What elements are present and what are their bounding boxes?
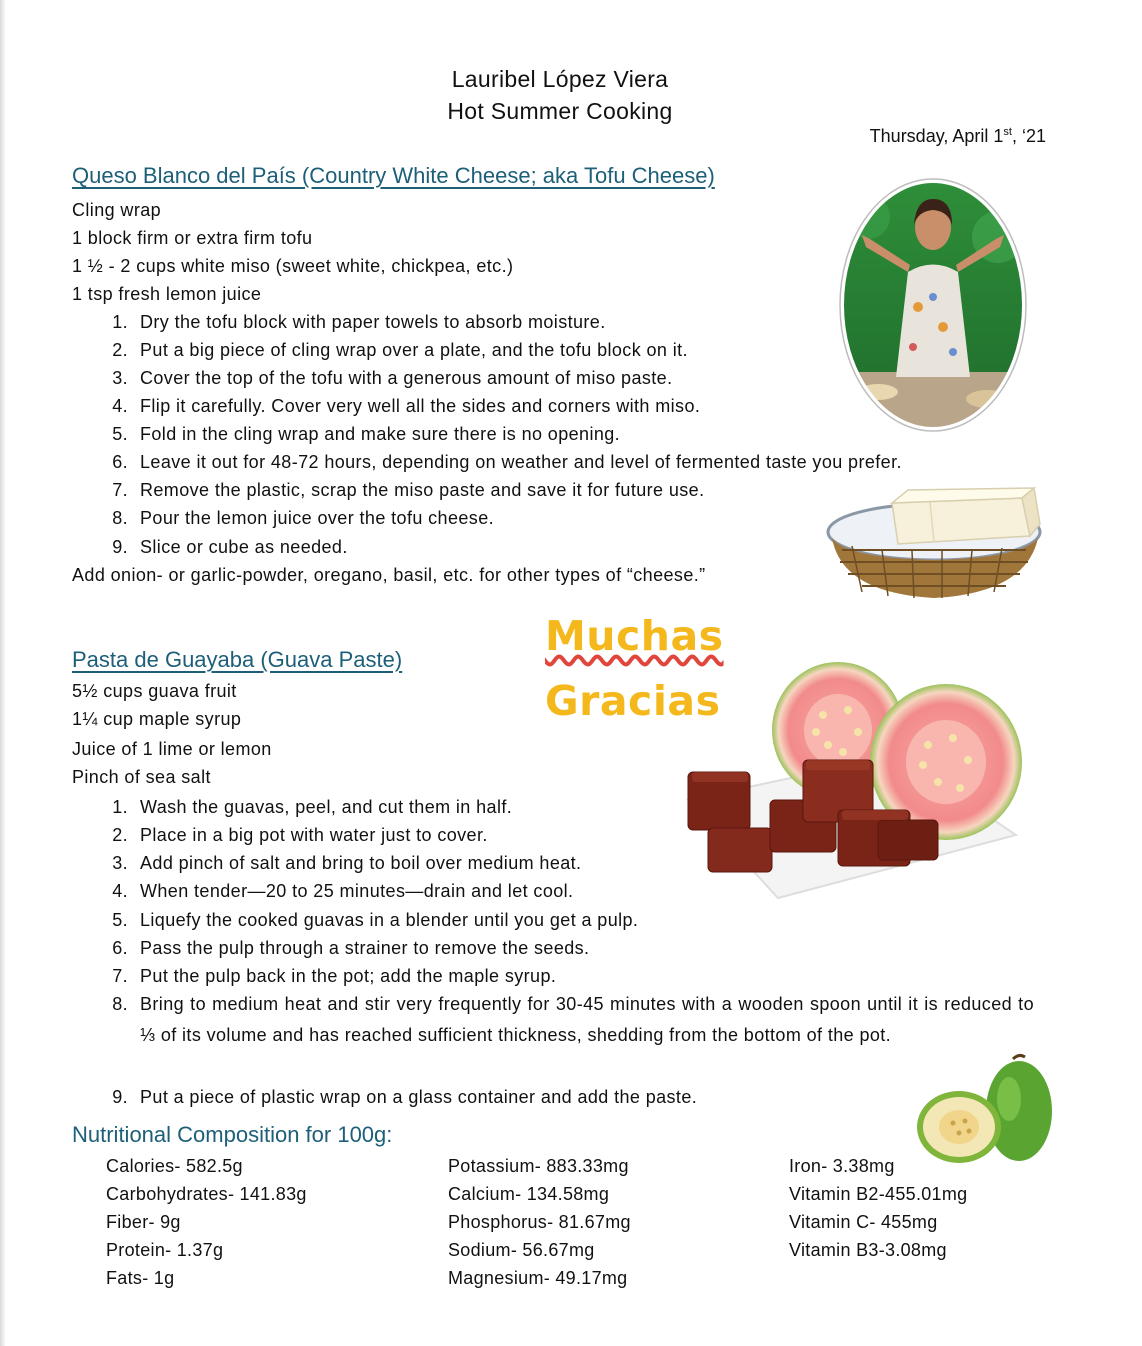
recipe1-step: 8. Pour the lemon juice over the tofu cheese. <box>112 508 495 528</box>
ingredient: 1¼ cup maple syrup <box>72 709 242 729</box>
nutrition-item: Potassium- 883.33mg <box>448 1156 629 1176</box>
nutrition-item: Calcium- 134.58mg <box>448 1184 610 1204</box>
recipe1-step: 1. Dry the tofu block with paper towels to absorb moisture. <box>112 312 606 332</box>
guava-fruit-image <box>915 1053 1055 1165</box>
ingredient: 1 ½ - 2 cups white miso (sweet white, chickpea, etc.) <box>72 256 514 276</box>
guava-paste-image <box>648 660 1028 900</box>
recipe2-step: 9. Put a piece of plastic wrap on a glass container and add the paste. <box>112 1087 698 1107</box>
recipe2-step: 3. Add pinch of salt and bring to boil over medium heat. <box>112 853 582 873</box>
ingredient: 5½ cups guava fruit <box>72 681 237 701</box>
nutrition-item: Fiber- 9g <box>106 1212 181 1232</box>
nutrition-item: Sodium- 56.67mg <box>448 1240 595 1260</box>
recipe2-step: 1. Wash the guavas, peel, and cut them in half. <box>112 797 513 817</box>
thanks-line1: Muchas <box>545 612 724 660</box>
recipe1-title: Queso Blanco del País (Country White Cheese; aka Tofu Cheese) <box>72 163 715 188</box>
nutrition-item: Vitamin B2-455.01mg <box>789 1184 968 1204</box>
author-name: Lauribel López Viera <box>451 66 669 92</box>
course-title: Hot Summer Cooking <box>447 98 673 124</box>
recipe1-step: 9. Slice or cube as needed. <box>112 537 348 557</box>
nutrition-item: Carbohydrates- 141.83g <box>106 1184 307 1204</box>
recipe2-step: 7. Put the pulp back in the pot; add the maple syrup. <box>112 966 557 986</box>
nutrition-title: Nutritional Composition for 100g: <box>72 1122 393 1147</box>
nutrition-item: Calories- 582.5g <box>106 1156 243 1176</box>
ingredient: 1 tsp fresh lemon juice <box>72 284 262 304</box>
recipe1-step: 2. Put a big piece of cling wrap over a plate, and the tofu block on it. <box>112 340 688 360</box>
recipe1-step: 5. Fold in the cling wrap and make sure there is no opening. <box>112 424 621 444</box>
nutrition-item: Fats- 1g <box>106 1268 175 1288</box>
recipe1-step: 6. Leave it out for 48-72 hours, depending on weather and level of fermented taste you prefer. <box>112 452 902 472</box>
recipe2-step: 8. Bring to medium heat and stir very frequently for 30-45 minutes with a wooden spoon until it is reduced to ⅓ of its volume and has reached sufficient thickness, shedding from the bottom of the pot. <box>112 994 1034 1045</box>
recipe1-step: 7. Remove the plastic, scrap the miso paste and save it for future use. <box>112 480 705 500</box>
recipe1-step: 4. Flip it carefully. Cover very well all the sides and corners with miso. <box>112 396 701 416</box>
recipe1-note: Add onion- or garlic-powder, oregano, basil, etc. for other types of “cheese.” <box>72 565 706 585</box>
nutrition-item: Protein- 1.37g <box>106 1240 224 1260</box>
ingredient: Pinch of sea salt <box>72 767 211 787</box>
recipe2-step: 2. Place in a big pot with water just to cover. <box>112 825 488 845</box>
recipe1-step: 3. Cover the top of the tofu with a generous amount of miso paste. <box>112 368 673 388</box>
thanks-line2: Gracias <box>545 677 721 725</box>
tofu-cheese-image <box>822 488 1044 604</box>
nutrition-item: Phosphorus- 81.67mg <box>448 1212 631 1232</box>
recipe2-title: Pasta de Guayaba (Guava Paste) <box>72 647 403 672</box>
ingredient: Cling wrap <box>72 200 162 220</box>
nutrition-item: Vitamin C- 455mg <box>789 1212 938 1232</box>
recipe2-step: 4. When tender—20 to 25 minutes—drain and let cool. <box>112 881 574 901</box>
page-edge <box>0 0 6 1346</box>
recipe2-step: 6. Pass the pulp through a strainer to remove the seeds. <box>112 938 590 958</box>
cook-portrait-image <box>838 177 1028 433</box>
recipe2-step: 5. Liquefy the cooked guavas in a blender until you get a pulp. <box>112 910 639 930</box>
ingredient: Juice of 1 lime or lemon <box>72 739 272 759</box>
nutrition-item: Magnesium- 49.17mg <box>448 1268 628 1288</box>
ingredient: 1 block firm or extra firm tofu <box>72 228 313 248</box>
nutrition-item: Iron- 3.38mg <box>789 1156 895 1176</box>
date: Thursday, April 1st, ‘21 <box>869 126 1046 146</box>
nutrition-item: Vitamin B3-3.08mg <box>789 1240 947 1260</box>
